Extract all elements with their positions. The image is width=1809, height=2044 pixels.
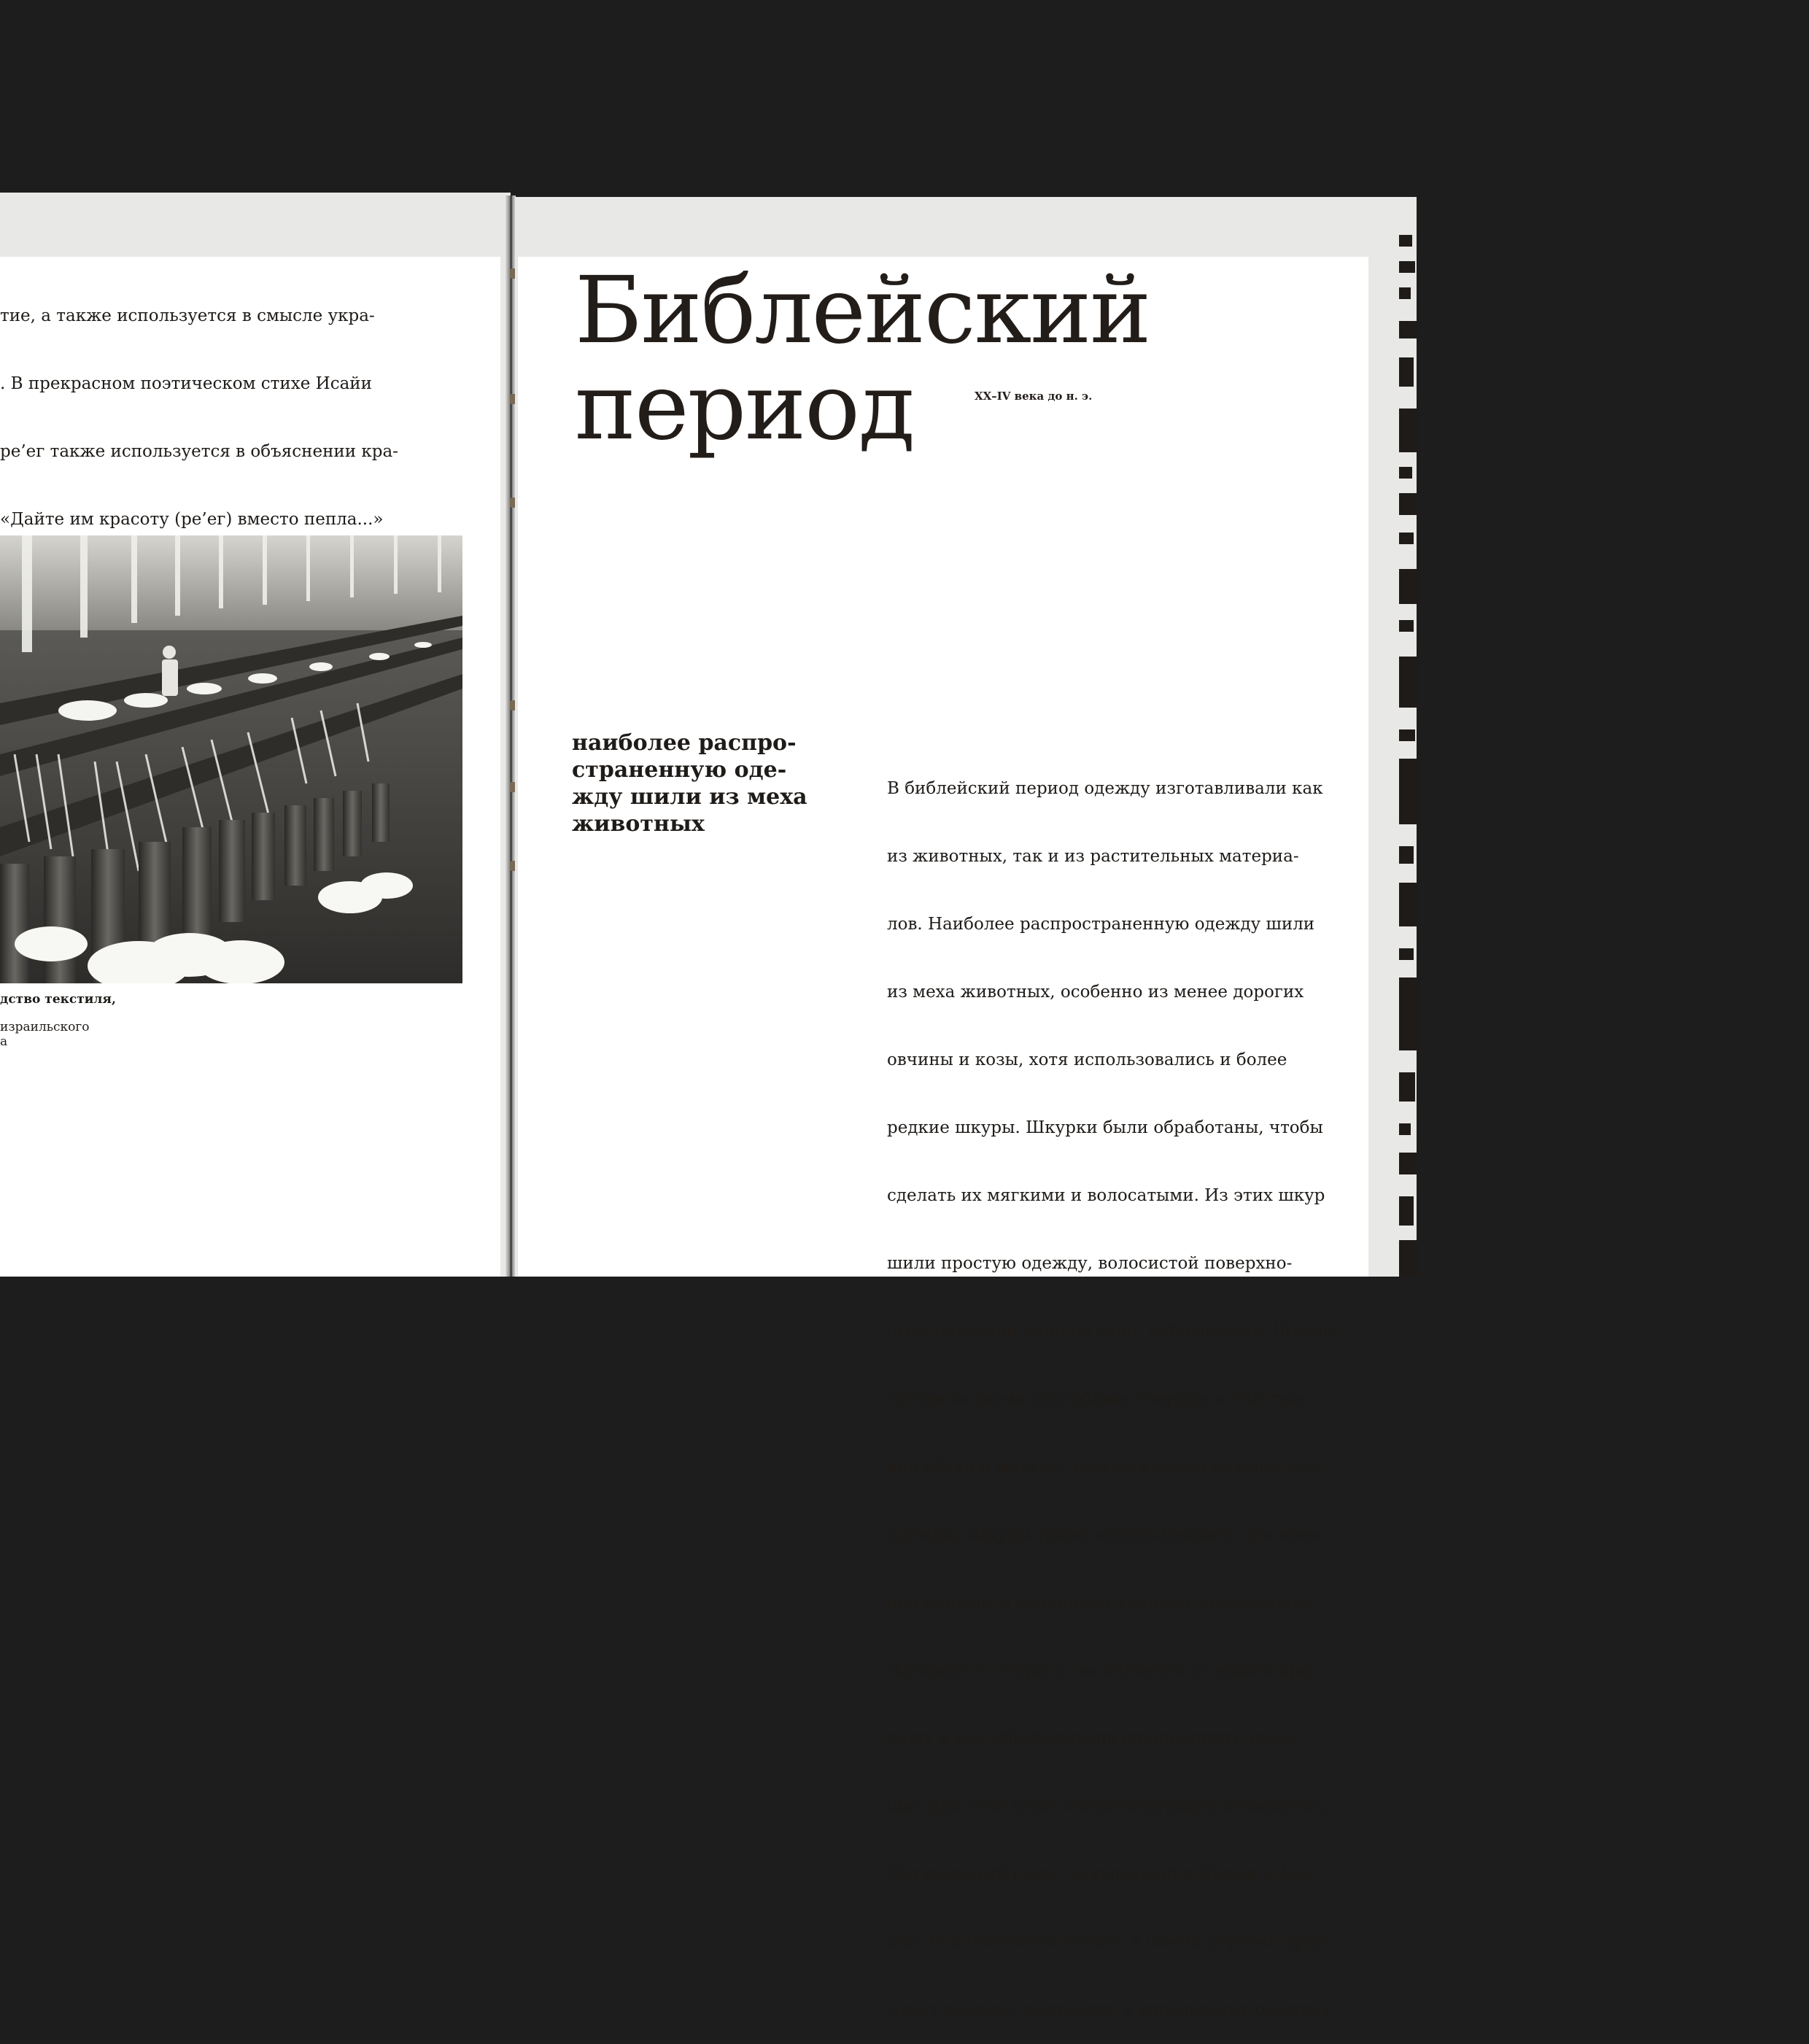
text-line: готовили двумя способами: твердые и толстые bbox=[887, 1390, 1304, 1409]
chapter-title: Библейский период bbox=[575, 257, 1150, 460]
photo-caption-title: дство текстиля, bbox=[0, 992, 116, 1007]
text-line: для обуви и мягкие, тонкие и более нежные для bbox=[887, 1457, 1320, 1476]
text-line: стью надевали либо на тело, либо наружу. Шкуры bbox=[887, 1322, 1336, 1341]
text-line: . В прекрасном поэтическом стихе Исайи bbox=[0, 374, 372, 393]
text-line: сделать их мягкими и волосатыми. Из этих шкур bbox=[887, 1186, 1325, 1205]
text-line: ной одежды и различных военных аксессуаров. bbox=[887, 1593, 1313, 1612]
text-line: шие для этой цели соответствующие помещения. bbox=[887, 1797, 1330, 1816]
text-line: В библейский период одежду изготавливали как bbox=[887, 779, 1323, 798]
text-line: одежды. Шкуры также использовались для воен- bbox=[887, 1525, 1326, 1544]
photo-caption-text: израильского а bbox=[0, 1020, 90, 1049]
text-line: Натуральный шелк, закупаемый в Индии и Ара- bbox=[887, 1865, 1318, 1884]
right-body-text bbox=[887, 732, 1368, 2044]
text-line: ре’ег также используется в объяснении кра- bbox=[0, 442, 398, 461]
textile-factory-photo bbox=[0, 535, 462, 983]
text-line: метах одежды, например, в королевских одеждах. bbox=[887, 2000, 1336, 2019]
book-gutter bbox=[505, 196, 516, 1277]
text-line: вии, использовался только в самых дорогих пред- bbox=[887, 1932, 1330, 1951]
text-line: из меха животных, особенно из менее дорогих bbox=[887, 983, 1304, 1002]
text-line: овчины и козы, хотя использовались и более bbox=[887, 1050, 1287, 1069]
text-line: лов. Наиболее распространенную одежду шили bbox=[887, 915, 1315, 934]
text-line: шили простую одежду, волосистой поверхно- bbox=[887, 1254, 1293, 1273]
page-edge-marks bbox=[1399, 226, 1421, 1277]
text-line: «Дайте им красоту (ре’ег) вместо пепла...» bbox=[0, 510, 384, 529]
text-line: редкие шкуры. Шкурки были обработаны, чтобы bbox=[887, 1118, 1323, 1137]
text-line: кожу и мех обрабатывали специалисты, имев- bbox=[887, 1729, 1299, 1748]
text-line: Начиная со второго тысячелетия до нашей эры, bbox=[887, 1661, 1319, 1680]
period-label: XX–IV века до н. э. bbox=[975, 390, 1093, 403]
pull-quote: наиболее распро- страненную оде- жду шили из меха животных bbox=[572, 730, 807, 837]
text-line: тие, а также используется в смысле укра- bbox=[0, 306, 375, 325]
text-line: из животных, так и из растительных материа- bbox=[887, 847, 1299, 866]
